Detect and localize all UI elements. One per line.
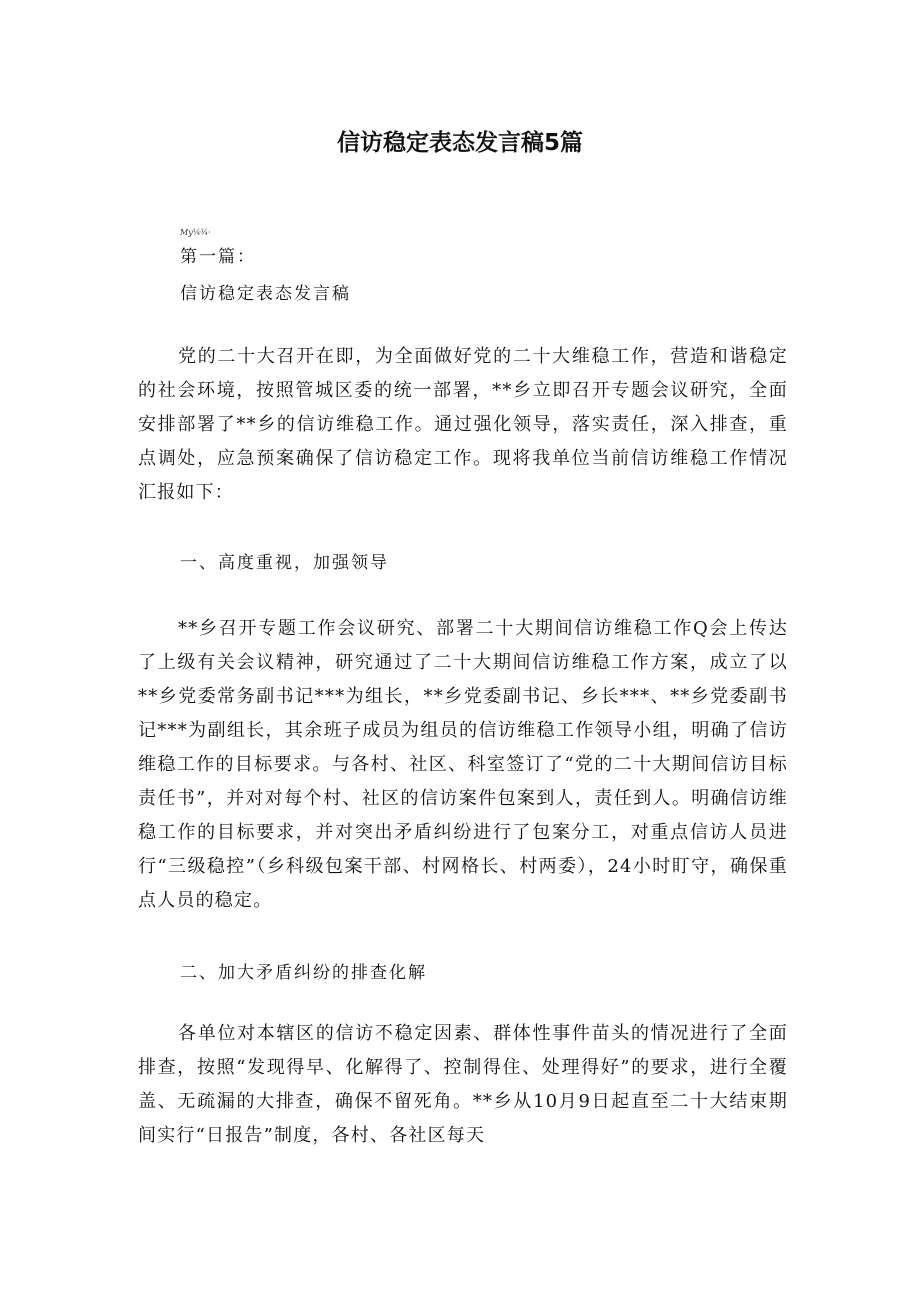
document-title: 信访稳定表态发言稿5篇 xyxy=(336,130,583,156)
paragraph-two: 各单位对本辖区的信访不稳定因素、群体性事件苗头的情况进行了全面排查，按照“发现得早、化解得了、控制得住、处理得好”的要求，进行全覆盖、无疏漏的大排查，确保不留死角。**乡从10月9日起直至二十大结束期间实行“日报告”制度，各村、各社区每天 xyxy=(138,1023,788,1146)
part-label: 第一篇： xyxy=(180,247,256,267)
heading-one: 一、高度重视，加强领导 xyxy=(180,553,389,573)
section-subtitle: 信访稳定表态发言稿 xyxy=(180,284,351,304)
paragraph-intro: 党的二十大召开在即，为全面做好党的二十大维稳工作，营造和谐稳定的社会环境，按照管城区委的统一部署，**乡立即召开专题会议研究，全面安排部署了**乡的信访维稳工作。通过强化领导，落实责任，深入排查，重点调处，应急预案确保了信访稳定工作。现将我单位当前信访维稳工作情况汇报如下： xyxy=(138,346,788,503)
heading-two: 二、加大矛盾纠纷的排查化解 xyxy=(180,963,427,983)
paragraph-one: **乡召开专题工作会议研究、部署二十大期间信访维稳工作Q会上传达了上级有关会议精神，研究通过了二十大期间信访维稳工作方案，成立了以**乡党委常务副书记***为组长，**乡党委副书记、乡长***、**乡党委副书记***为副组长，其余班子成员为组员的信访维稳工作领导小组，明确了信访维稳工作的目标要求。与各村、社区、科室签订了“党的二十大期间信访目标责任书”，并对对每个村、社区的信访案件包案到人，责任到人。明确信访维稳工作的目标要求，并对突出矛盾纠纷进行了包案分工，对重点信访人员进行“三级稳控”（乡科级包案干部、村网格长、村两委），24小时盯守，确保重点人员的稳定。 xyxy=(138,618,788,911)
stray-mark: My¼¾· xyxy=(180,228,211,237)
